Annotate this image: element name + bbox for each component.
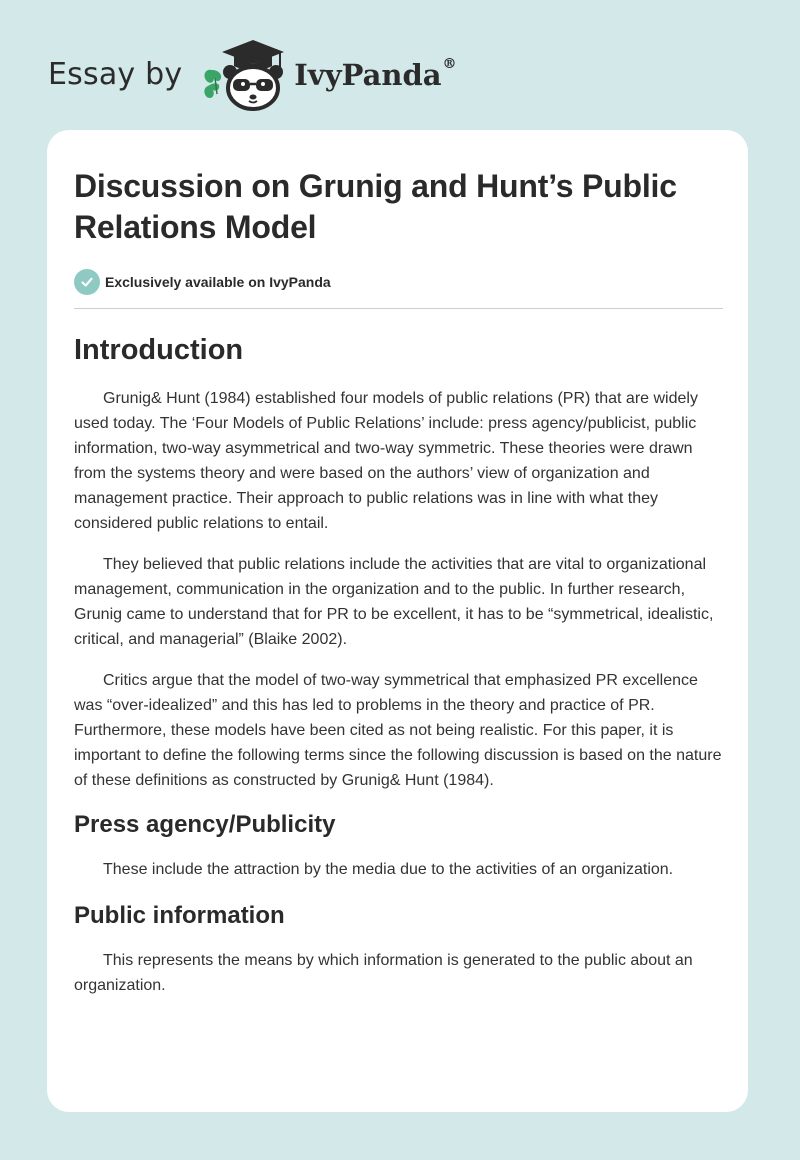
section-heading-press-agency: Press agency/Publicity: [74, 811, 336, 838]
brand-header: [48, 34, 457, 114]
divider: [74, 308, 723, 309]
essay-by-label: Essay by: [48, 56, 183, 92]
paragraph: Critics argue that the model of two-way symmetrical that emphasized PR excellence was “over-idealized” and this has led to problems in the theory and practice of PR. Furthermore, these models have been cited as not being realistic. For this paper, it is important to define the following terms since the following discussion is based on the nature of these definitions as constructed by Grunig& Hunt (1984).: [74, 672, 722, 789]
ivy-leaf-icon: [205, 70, 222, 98]
section-heading-public-information: Public information: [74, 902, 285, 929]
essay-content: [74, 166, 723, 998]
section-heading-introduction: Introduction: [74, 334, 244, 366]
exclusive-label: Exclusively available on IvyPanda: [105, 274, 331, 290]
paragraph: Grunig& Hunt (1984) established four models of public relations (PR) that are widely used today. The ‘Four Models of Public Relations’ include: press agency/publicist, public information, two-way asymmetrical and two-way symmetric. These theories were drawn from the systems theory and were based on the authors’ view of organization and management practice. Their approach to public relations was in line with what they considered public relations to entail.: [74, 390, 698, 532]
page-title: Discussion on Grunig and Hunt’s Public Relations Model: [74, 168, 677, 245]
exclusive-badge: [74, 268, 723, 296]
paragraph: This represents the means by which information is generated to the public about an organization.: [74, 952, 693, 994]
brand-name[interactable]: [294, 58, 456, 92]
brand-name-text: IvyPanda: [294, 58, 442, 92]
paragraph: They believed that public relations include the activities that are vital to organizational management, communication in the organization and to the public. In further research, Grunig came to understand that for PR to be excellent, it has to be “symmetrical, idealistic, critical, and managerial” (Blaike 2002).: [74, 556, 714, 648]
check-icon: [74, 269, 100, 295]
essay-card: [47, 130, 748, 1112]
paragraph: These include the attraction by the media due to the activities of an organization.: [103, 861, 674, 878]
ivypanda-logo-icon[interactable]: [198, 34, 290, 114]
registered-mark: ®: [442, 56, 457, 72]
